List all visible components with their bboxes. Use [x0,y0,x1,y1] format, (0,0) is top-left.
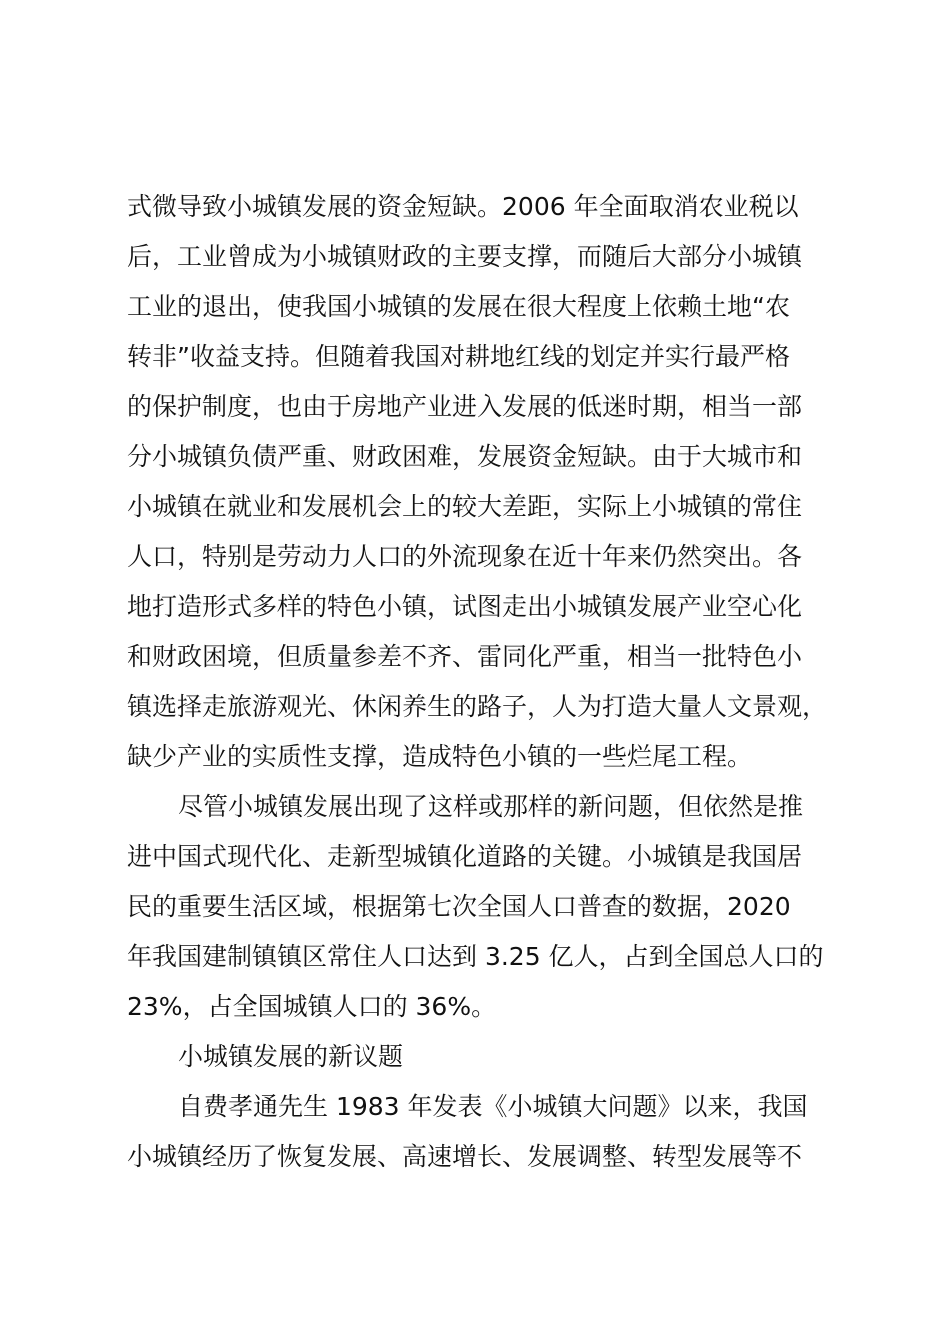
text-line: 的保护制度，也由于房地产业进入发展的低迷时期，相当一部 [127,392,803,421]
text-line: 人口，特别是劳动力人口的外流现象在近十年来仍然突出。各 [127,542,803,571]
text-line: 进中国式现代化、走新型城镇化道路的关键。小城镇是我国居 [127,842,803,871]
text-line: 后，工业曾成为小城镇财政的主要支撑，而随后大部分小城镇 [127,242,803,271]
text-line: 分小城镇负债严重、财政困难，发展资金短缺。由于大城市和 [127,442,803,471]
section-heading: 小城镇发展的新议题 [178,1042,404,1071]
text-line: 工业的退出，使我国小城镇的发展在很大程度上依赖土地“农 [127,292,790,321]
text-line: 23%，占全国城镇人口的 36%。 [127,992,497,1021]
text-line: 年我国建制镇镇区常住人口达到 3.25 亿人，占到全国总人口的 [127,942,824,971]
text-line: 地打造形式多样的特色小镇，试图走出小城镇发展产业空心化 [127,592,803,621]
text-line: 民的重要生活区域，根据第七次全国人口普查的数据，2020 [127,892,791,921]
text-line: 转非”收益支持。但随着我国对耕地红线的划定并实行最严格 [127,342,790,371]
text-line: 镇选择走旅游观光、休闲养生的路子，人为打造大量人文景观， [127,692,828,721]
paragraph-first-line: 尽管小城镇发展出现了这样或那样的新问题，但依然是推 [178,792,804,821]
text-line: 小城镇经历了恢复发展、高速增长、发展调整、转型发展等不 [127,1142,803,1171]
text-line: 缺少产业的实质性支撑，造成特色小镇的一些烂尾工程。 [127,742,753,771]
text-line: 小城镇在就业和发展机会上的较大差距，实际上小城镇的常住 [127,492,803,521]
paragraph-first-line: 自费孝通先生 1983 年发表《小城镇大问题》以来，我国 [178,1092,808,1121]
text-line: 式微导致小城镇发展的资金短缺。2006 年全面取消农业税以 [127,192,799,221]
text-line: 和财政困境，但质量参差不齐、雷同化严重，相当一批特色小 [127,642,803,671]
